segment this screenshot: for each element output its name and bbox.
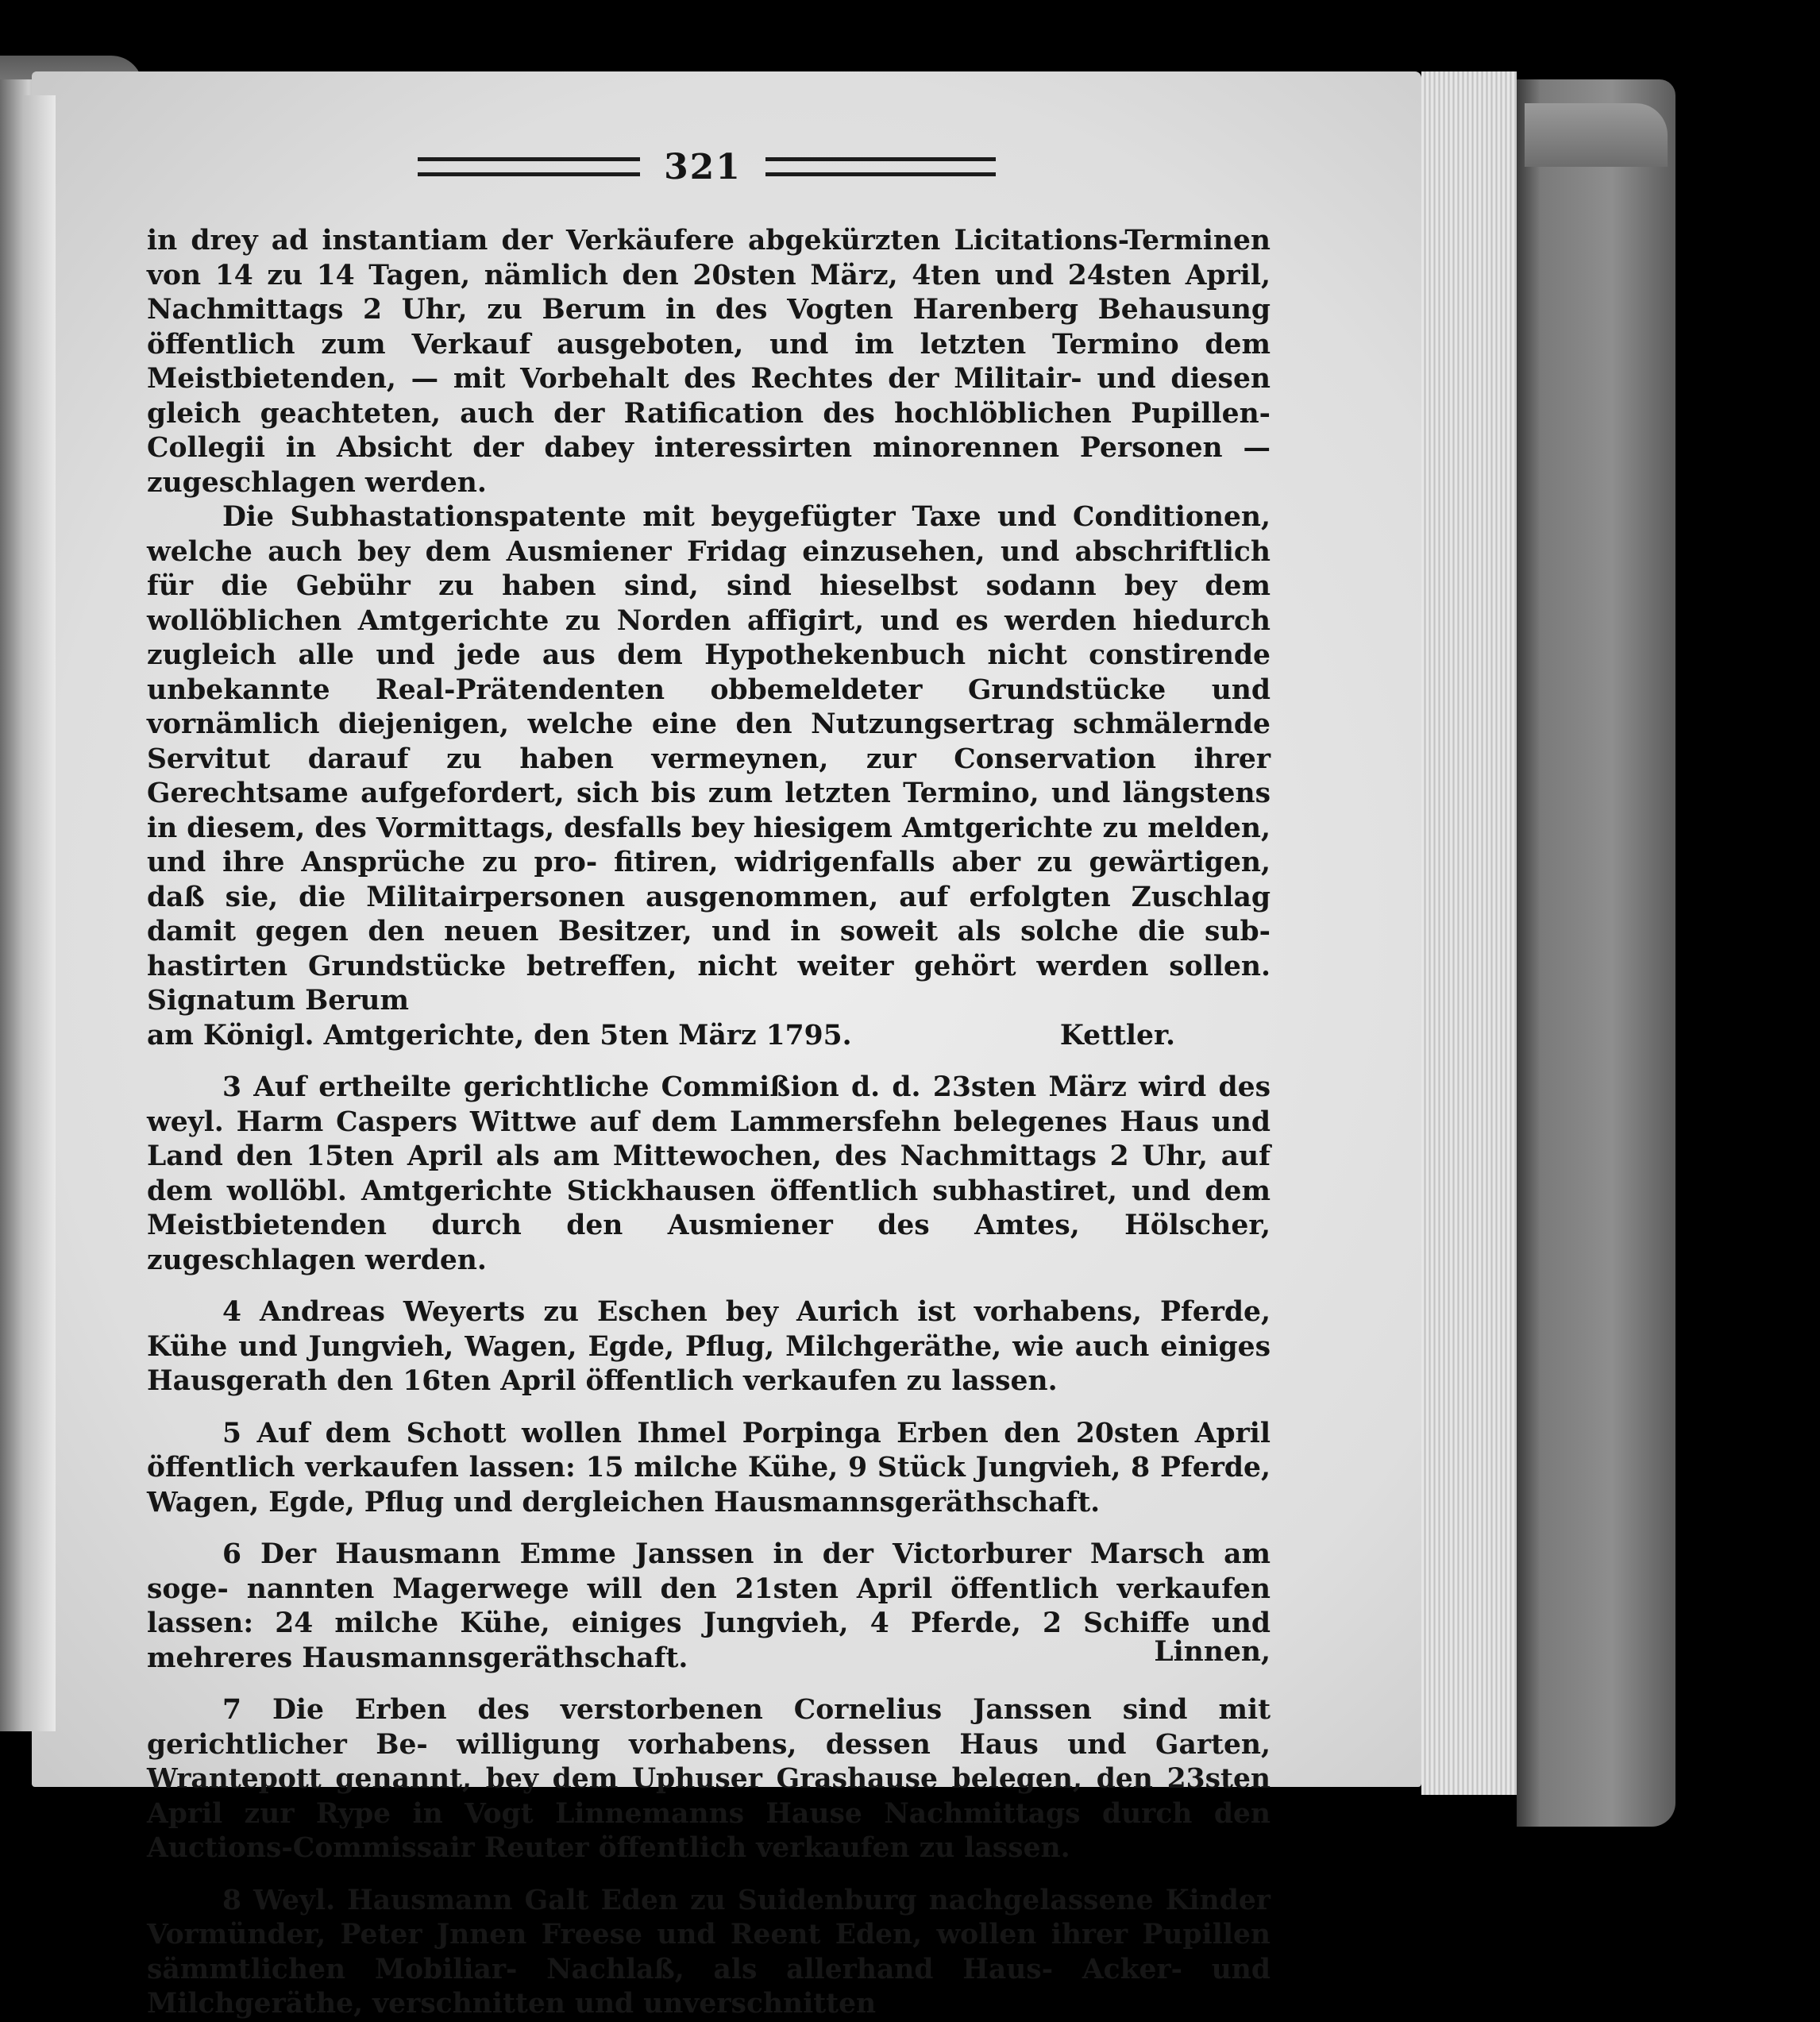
page-block-edges <box>1421 71 1517 1795</box>
notice-6: 6 Der Hausmann Emme Janssen in der Victorburer Marsch am soge- nannten Magerwege will den 21sten April öffentlich verkaufen lassen: 24 milche Kühe, einiges Jungvieh, 4 Pferde, 2 Schiffe und mehreres Hausmannsgeräthschaft. <box>147 1538 1271 1674</box>
notice-8: 8 Weyl. Hausmann Galt Eden zu Suidenburg nachgelassene Kinder Vormünder, Peter Jnnen Freese und Reent Eden, wollen ihrer Pupillen sämmtlichen Mobiliar- Nachlaß, als allerhand Haus- Acker- und Milchgeräthe, verschnitten und unverschnitten <box>147 1884 1271 2020</box>
header-rule-left <box>418 157 640 176</box>
notice-5: 5 Auf dem Schott wollen Ihmel Porpinga Erben den 20sten April öffentlich verkaufen lassen: 15 milche Kühe, 9 Stück Jungvieh, 8 Pferde, Wagen, Egde, Pflug und dergleichen Hausmannsgeräthschaft. <box>147 1417 1271 1518</box>
paragraph-continued: in drey ad instantiam der Verkäufere abgekürzten Licitations-Terminen von 14 zu 14 Tagen, nämlich den 20sten März, 4ten und 24sten April, Nachmittags 2 Uhr, zu Berum in des Vogten Harenberg Behausung öffentlich zum Verkauf ausgeboten, und im letzten Termino dem Meistbietenden, — mit Vorbehalt des Rechtes der Militair- und diesen gleich geachteten, auch der Ratification des hochlöblichen Pupillen-Collegii in Absicht der dabey interessirten minorennen Personen — zugeschlagen werden. <box>147 225 1271 499</box>
notice-3: 3 Auf ertheilte gerichtliche Commißion d. d. 23sten März wird des weyl. Harm Caspers Wittwe auf dem Lammersfehn belegenes Haus und Land den 15ten April als am Mittewochen, des Nachmittags 2 Uhr, auf dem wollöbl. Amtgerichte Stickhausen öffentlich subhastiret, und dem Meistbietenden durch den Ausmiener des Amtes, Hölscher, zugeschlagen werden. <box>147 1071 1271 1276</box>
date-line: am Königl. Amtgerichte, den 5ten März 1795. <box>147 1019 852 1052</box>
catchword: Linnen, <box>1154 1636 1271 1668</box>
page-number: 321 <box>664 146 742 187</box>
book-cover-top <box>1525 103 1668 167</box>
book-cover <box>1517 79 1675 1827</box>
body-text <box>147 224 1271 2022</box>
paragraph-subhastation: Die Subhastationspatente mit beygefügter Taxe und Conditionen, welche auch bey dem Ausmiener Fridag einzusehen, und abschriftlich für die Gebühr zu haben sind, sind hieselbst sodann bey dem wollöblichen Amtgerichte zu Norden affigirt, und es werden hiedurch zugleich alle und jede aus dem Hypothekenbuch nicht constirende unbekannte Real-Prätendenten obbemeldeter Grundstücke und vornämlich diejenigen, welche eine den Nutzungsertrag schmälernde Servitut darauf zu haben vermeynen, zur Conservation ihrer Gerechtsame aufgefordert, sich bis zum letzten Termino, und längstens in diesem, des Vormittags, desfalls bey hiesigem Amtgerichte zu melden, und ihre Ansprüche zu pro- fitiren, widrigenfalls aber zu gewärtigen, daß sie, die Militairpersonen ausgenommen, auf erfolgten Zuschlag damit gegen den neuen Besitzer, und in soweit als solche die sub- hastirten Grundstücke betreffen, nicht weiter gehört werden sollen. Signatum Berum <box>147 501 1271 1017</box>
page-header <box>413 143 1001 191</box>
notice-7: 7 Die Erben des verstorbenen Cornelius Janssen sind mit gerichtlicher Be- willigung vorhabens, dessen Haus und Garten, Wrantepott genannt, bey dem Uphuser Grashause belegen, den 23sten April zur Rype in Vogt Linnemanns Hause Nachmittags durch den Auctions-Commissair Reuter öffentlich verkaufen zu lassen. <box>147 1694 1271 1864</box>
signature-line <box>147 1019 1271 1054</box>
notice-4: 4 Andreas Weyerts zu Eschen bey Aurich ist vorhabens, Pferde, Kühe und Jungvieh, Wagen, Egde, Pflug, Milchgeräthe, wie auch einiges Hausgerath den 16ten April öffentlich verkaufen zu lassen. <box>147 1296 1271 1397</box>
signature: Kettler. <box>1059 1019 1175 1052</box>
header-rule-right <box>765 157 996 176</box>
gutter <box>24 95 56 1731</box>
